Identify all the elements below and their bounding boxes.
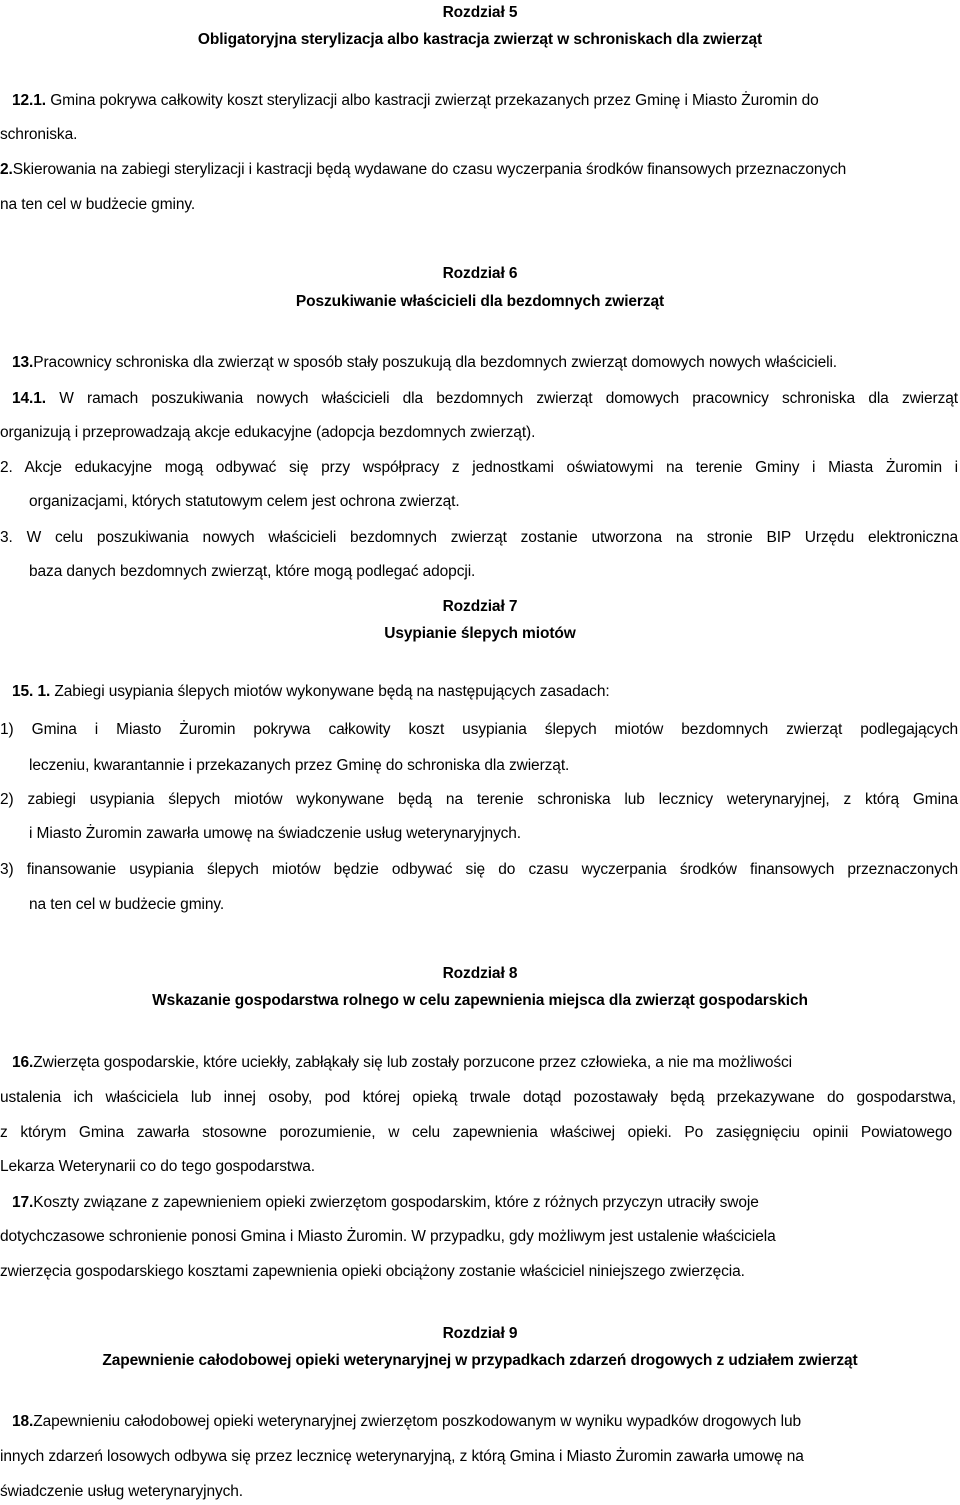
paragraph-18-line-2: innych zdarzeń losowych odbywa się przez lecznicę weterynaryjną, z którą Gmina i Miasto Żuromin zawarła umowę na bbox=[0, 1448, 804, 1465]
list-item-1-line-2: leczeniu, kwarantannie i przekazanych przez Gminę do schroniska dla zwierząt. bbox=[29, 757, 570, 774]
paragraph-number: 18. bbox=[12, 1413, 34, 1430]
paragraph-16-line-4: Lekarza Weterynarii co do tego gospodarstwa. bbox=[0, 1158, 315, 1175]
paragraph-12-1-line-2: schroniska. bbox=[0, 126, 78, 143]
paragraph-14-2-line-2: organizacjami, których statutowym celem jest ochrona zwierząt. bbox=[29, 493, 460, 510]
paragraph-number: 14.1. bbox=[12, 390, 46, 407]
chapter-6-title: Poszukiwanie właścicieli dla bezdomnych zwierząt bbox=[295, 293, 665, 310]
paragraph-17-line-1: 17.Koszty związane z zapewnieniem opieki zwierzętom gospodarskim, które z różnych przyczyn utraciły swoje bbox=[12, 1194, 759, 1211]
paragraph-14-1-line-1: 14.1. W ramach poszukiwania nowych właścicieli dla bezdomnych zwierząt domowych pracownicy schroniska dla zwierząt bbox=[12, 390, 958, 407]
paragraph-17-line-2: dotychczasowe schronienie ponosi Gmina i Miasto Żuromin. W przypadku, gdy możliwym jest ustalenie właściciela bbox=[0, 1228, 776, 1245]
list-item-3-line-2: na ten cel w budżecie gminy. bbox=[29, 896, 225, 913]
paragraph-17-line-3: zwierzęcia gospodarskiego kosztami zapewnienia opieki obciążony zostanie właściciel niniejszego zwierzęcia. bbox=[0, 1263, 745, 1280]
chapter-5-title: Obligatoryjna sterylizacja albo kastracja zwierząt w schroniskach dla zwierząt bbox=[197, 31, 763, 48]
paragraph-12-2-line-2: na ten cel w budżecie gminy. bbox=[0, 196, 196, 213]
list-item-1-line-1: 1) Gmina i Miasto Żuromin pokrywa całkowity koszt usypiania ślepych miotów bezdomnych zwierząt podlegających bbox=[0, 721, 958, 738]
chapter-6-heading: Rozdział 6 bbox=[442, 265, 518, 282]
chapter-8-title: Wskazanie gospodarstwa rolnego w celu zapewnienia miejsca dla zwierząt gospodarskich bbox=[152, 992, 808, 1009]
paragraph-number: 17. bbox=[12, 1194, 34, 1211]
paragraph-14-2-line-1: 2. Akcje edukacyjne mogą odbywać się przy współpracy z jednostkami oświatowymi na terenie Gminy i Miasta Żuromin i bbox=[0, 459, 958, 476]
paragraph-12-1-line-1: 12.1. Gmina pokrywa całkowity koszt sterylizacji albo kastracji zwierząt przekazanych przez Gminę i Miasto Żuromin do bbox=[12, 92, 819, 109]
chapter-5-heading: Rozdział 5 bbox=[442, 4, 518, 21]
paragraph-number: 16. bbox=[12, 1054, 34, 1071]
chapter-8-heading: Rozdział 8 bbox=[442, 965, 518, 982]
paragraph-number: 12.1. bbox=[12, 92, 46, 109]
chapter-9-heading: Rozdział 9 bbox=[442, 1325, 518, 1342]
chapter-7-heading: Rozdział 7 bbox=[442, 598, 518, 615]
paragraph-18-line-1: 18.Zapewnieniu całodobowej opieki weterynaryjnej zwierzętom poszkodowanym w wyniku wypadków drogowych lub bbox=[12, 1413, 802, 1430]
list-item-3-line-1: 3) finansowanie usypiania ślepych miotów będzie odbywać się do czasu wyczerpania środków finansowych przeznaczonych bbox=[0, 861, 958, 878]
list-item-2-line-1: 2) zabiegi usypiania ślepych miotów wykonywane będą na terenie schroniska lub lecznicy weterynaryjnej, z którą Gmina bbox=[0, 791, 958, 808]
paragraph-number: 2. bbox=[0, 161, 13, 178]
list-item-2-line-2: i Miasto Żuromin zawarła umowę na świadczenie usług weterynaryjnych. bbox=[29, 825, 521, 842]
paragraph-18-line-3: świadczenie usług weterynaryjnych. bbox=[0, 1483, 243, 1500]
paragraph-16-line-3: z którym Gmina zawarła stosowne porozumienie, w celu zapewnienia właściwej opieki. Po zasięgnięciu opinii Powiatowego bbox=[0, 1124, 952, 1141]
paragraph-15-intro: 15. 1. Zabiegi usypiania ślepych miotów wykonywane będą na następujących zasadach: bbox=[12, 683, 610, 700]
paragraph-number: 15. 1. bbox=[12, 683, 51, 700]
paragraph-16-line-1: 16.Zwierzęta gospodarskie, które uciekły, zabłąkały się lub zostały porzucone przez człowieka, a nie ma możliwości bbox=[12, 1054, 793, 1071]
paragraph-12-2-line-1: 2.Skierowania na zabiegi sterylizacji i kastracji będą wydawane do czasu wyczerpania środków finansowych przeznaczonych bbox=[0, 161, 847, 178]
paragraph-number: 13. bbox=[12, 354, 34, 371]
paragraph-14-3-line-1: 3. W celu poszukiwania nowych właścicieli bezdomnych zwierząt zostanie utworzona na stronie BIP Urzędu elektroniczna bbox=[0, 529, 958, 546]
paragraph-14-3-line-2: baza danych bezdomnych zwierząt, które mogą podlegać adopcji. bbox=[29, 563, 476, 580]
chapter-7-title: Usypianie ślepych miotów bbox=[384, 625, 576, 642]
paragraph-14-1-line-2: organizują i przeprowadzają akcje edukacyjne (adopcja bezdomnych zwierząt). bbox=[0, 424, 536, 441]
paragraph-16-line-2: ustalenia ich właściciela lub innej osoby, pod której opieką trwale dotąd pozostawały będą przekazywane do gospodarstwa, bbox=[0, 1089, 956, 1106]
chapter-9-title: Zapewnienie całodobowej opieki weterynaryjnej w przypadkach zdarzeń drogowych z udziałem zwierząt bbox=[102, 1352, 858, 1369]
paragraph-13: 13.Pracownicy schroniska dla zwierząt w sposób stały poszukują dla bezdomnych zwierząt domowych nowych właścicieli. bbox=[12, 354, 838, 371]
